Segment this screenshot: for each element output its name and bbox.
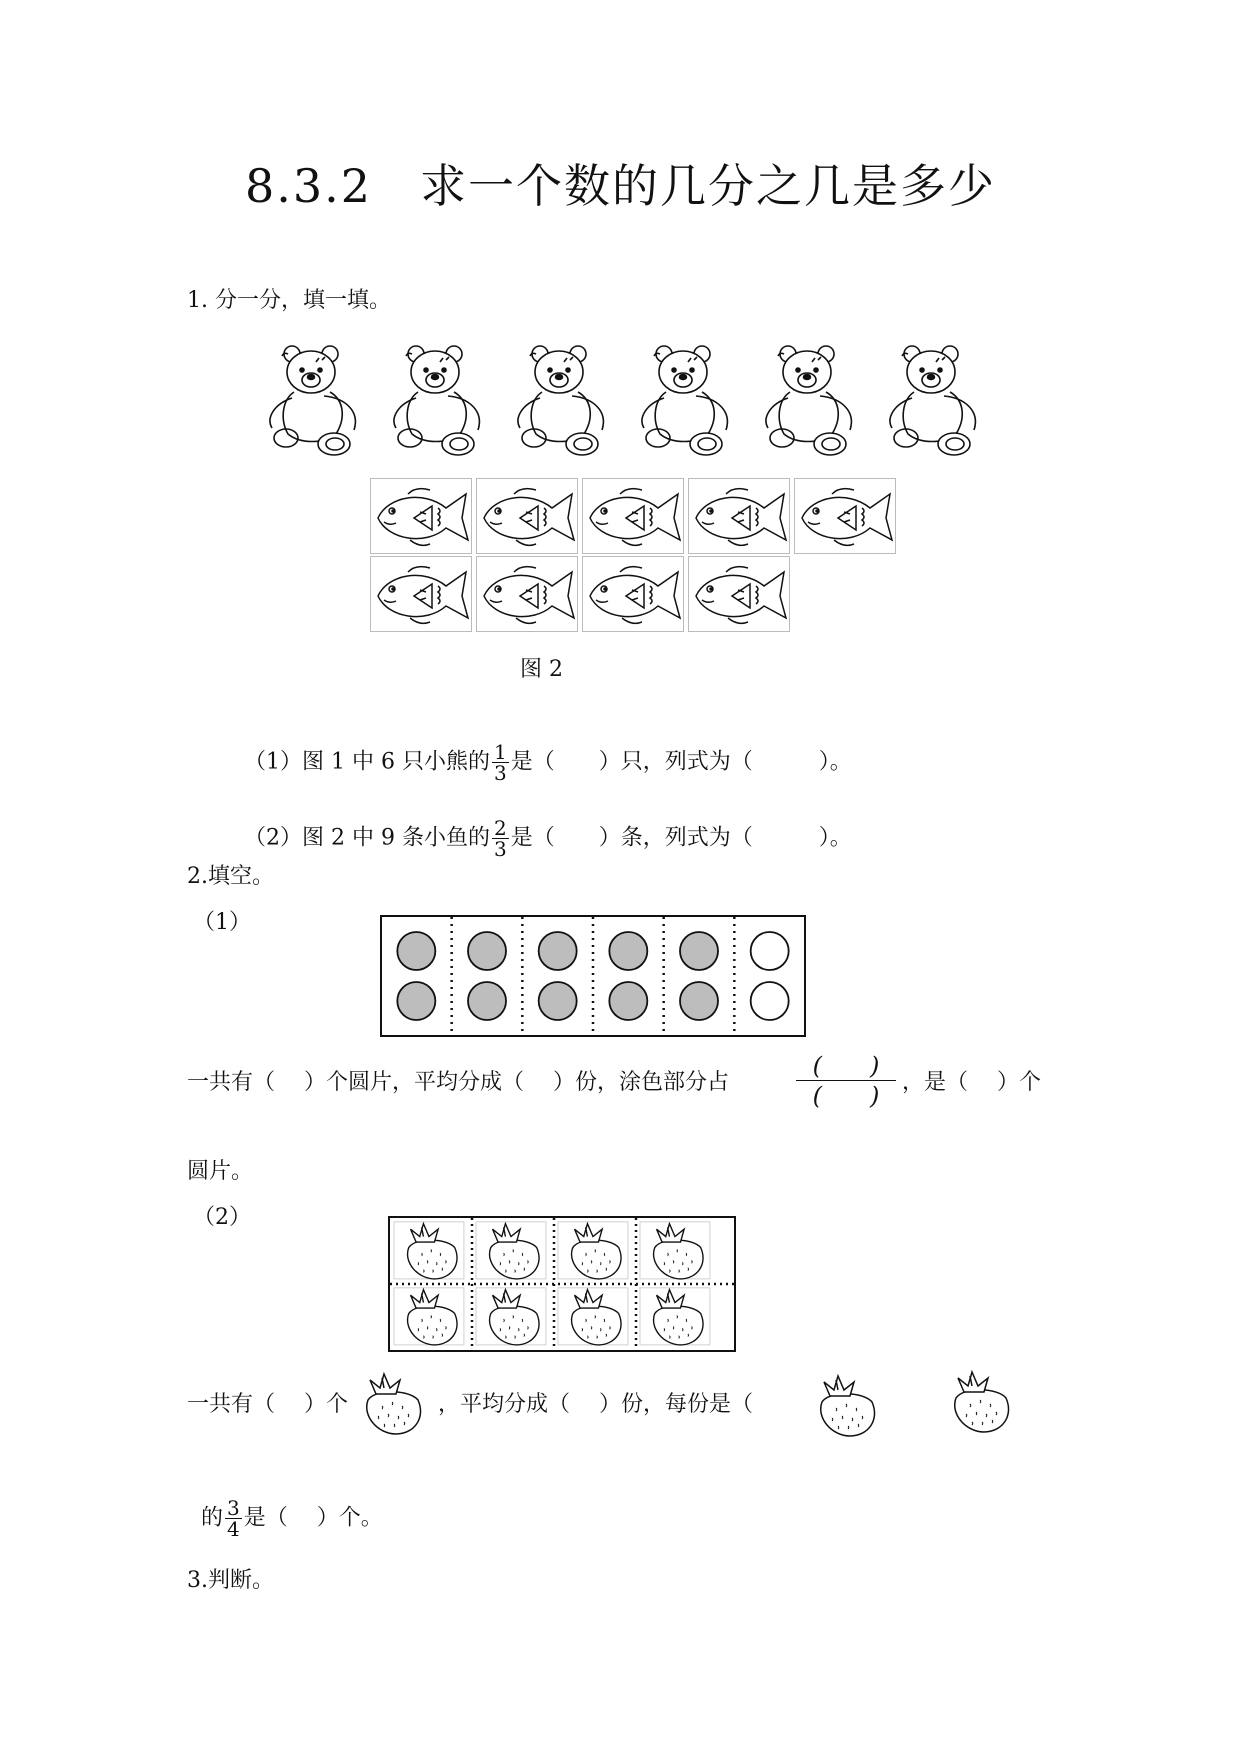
shaded-circle-token bbox=[680, 932, 718, 970]
strawberry-icon bbox=[476, 1222, 546, 1279]
q1-line2-prefix: （2）图 2 中 9 条小鱼的 bbox=[244, 825, 490, 851]
q2-part1-label: （1） bbox=[193, 910, 251, 935]
strawberry-icon bbox=[558, 1222, 628, 1279]
fish-icon bbox=[476, 556, 578, 632]
q2-part2-line2-prefix: 的 bbox=[201, 1505, 224, 1531]
circle-tokens-box bbox=[380, 915, 806, 1037]
fish-icon bbox=[688, 556, 790, 632]
strawberry-icon bbox=[640, 1288, 710, 1345]
shaded-circle-token bbox=[609, 982, 647, 1020]
blank-fraction bbox=[796, 1052, 896, 1111]
q1-line1-suffix: 是（ ）只，列式为（ ）。 bbox=[510, 749, 852, 775]
bear-icon bbox=[758, 340, 862, 458]
strawberry-icon bbox=[940, 1368, 1016, 1434]
fish-icon bbox=[476, 478, 578, 554]
strawberry-icon bbox=[476, 1288, 546, 1345]
question-3-heading: 3.判断。 bbox=[187, 1568, 274, 1593]
q2-part1-text: 一共有（ ）个圆片，平均分成（ ）份，涂色部分占 bbox=[187, 1070, 729, 1095]
bear-icon bbox=[510, 340, 614, 458]
fish-icon bbox=[688, 478, 790, 554]
blank-circle-token bbox=[751, 982, 789, 1020]
bear-icon bbox=[882, 340, 986, 458]
question-1-line-1 bbox=[230, 712, 852, 783]
strawberry-icon bbox=[806, 1372, 882, 1438]
fraction-numerator: 1 bbox=[493, 740, 507, 764]
fraction-denominator: 4 bbox=[227, 1517, 240, 1541]
shaded-circle-token bbox=[680, 982, 718, 1020]
strawberry-icon bbox=[640, 1222, 710, 1279]
q2-part1-line-2: 圆片。 bbox=[187, 1159, 254, 1184]
page-title: 8.3.2 求一个数的几分之几是多少 bbox=[244, 159, 997, 213]
fraction-numerator: 2 bbox=[493, 816, 507, 840]
q2-part2-label: （2） bbox=[193, 1205, 251, 1230]
fraction-one-third bbox=[492, 742, 509, 783]
fish-icon bbox=[794, 478, 896, 554]
q2-part1-tail: ，是（ ）个 bbox=[902, 1070, 1041, 1095]
q1-line1-prefix: （1）图 1 中 6 只小熊的 bbox=[244, 749, 490, 775]
strawberry-box bbox=[388, 1216, 736, 1352]
circle-box-border bbox=[381, 916, 805, 1036]
fish-icon bbox=[370, 478, 472, 554]
fraction-denominator: 3 bbox=[493, 837, 507, 861]
shaded-circle-token bbox=[539, 982, 577, 1020]
bear-icon bbox=[634, 340, 738, 458]
bear-icon bbox=[386, 340, 490, 458]
question-2-heading: 2.填空。 bbox=[187, 864, 274, 889]
strawberry-icon bbox=[558, 1288, 628, 1345]
question-1-line-2 bbox=[230, 788, 852, 859]
strawberry-icon bbox=[394, 1222, 464, 1279]
fraction-numerator: 3 bbox=[227, 1496, 240, 1520]
q2-part2-text-a: 一共有（ ）个 bbox=[187, 1392, 348, 1417]
bear-icon bbox=[262, 340, 366, 458]
fish-icon bbox=[370, 556, 472, 632]
strawberry-grid bbox=[390, 1218, 734, 1350]
fraction-denominator: 3 bbox=[493, 761, 507, 785]
q2-part2-text-b: ，平均分成（ ）份，每份是（ bbox=[438, 1392, 753, 1417]
shaded-circle-token bbox=[609, 932, 647, 970]
blank-fraction-top: ( ) bbox=[796, 1052, 896, 1081]
shaded-circle-token bbox=[397, 932, 435, 970]
q2-part2-line2-suffix: 是（ ）个。 bbox=[243, 1505, 383, 1531]
question-1-heading: 1. 分一分，填一填。 bbox=[187, 288, 391, 313]
q2-part2-line-2 bbox=[187, 1468, 383, 1539]
strawberry-icon bbox=[394, 1288, 464, 1345]
q1-line2-suffix: 是（ ）条，列式为（ ）。 bbox=[510, 825, 852, 851]
shaded-circle-token bbox=[539, 932, 577, 970]
shaded-circle-token bbox=[397, 982, 435, 1020]
fish-icon bbox=[582, 556, 684, 632]
figure-2-caption: 图 2 bbox=[520, 657, 563, 682]
blank-circle-token bbox=[751, 932, 789, 970]
strawberry-icon bbox=[352, 1370, 428, 1436]
fraction-three-quarters bbox=[225, 1498, 242, 1539]
fish-icon bbox=[582, 478, 684, 554]
fraction-two-thirds bbox=[492, 818, 509, 859]
blank-fraction-bottom: ( ) bbox=[812, 1082, 880, 1110]
shaded-circle-token bbox=[468, 982, 506, 1020]
shaded-circle-token bbox=[468, 932, 506, 970]
